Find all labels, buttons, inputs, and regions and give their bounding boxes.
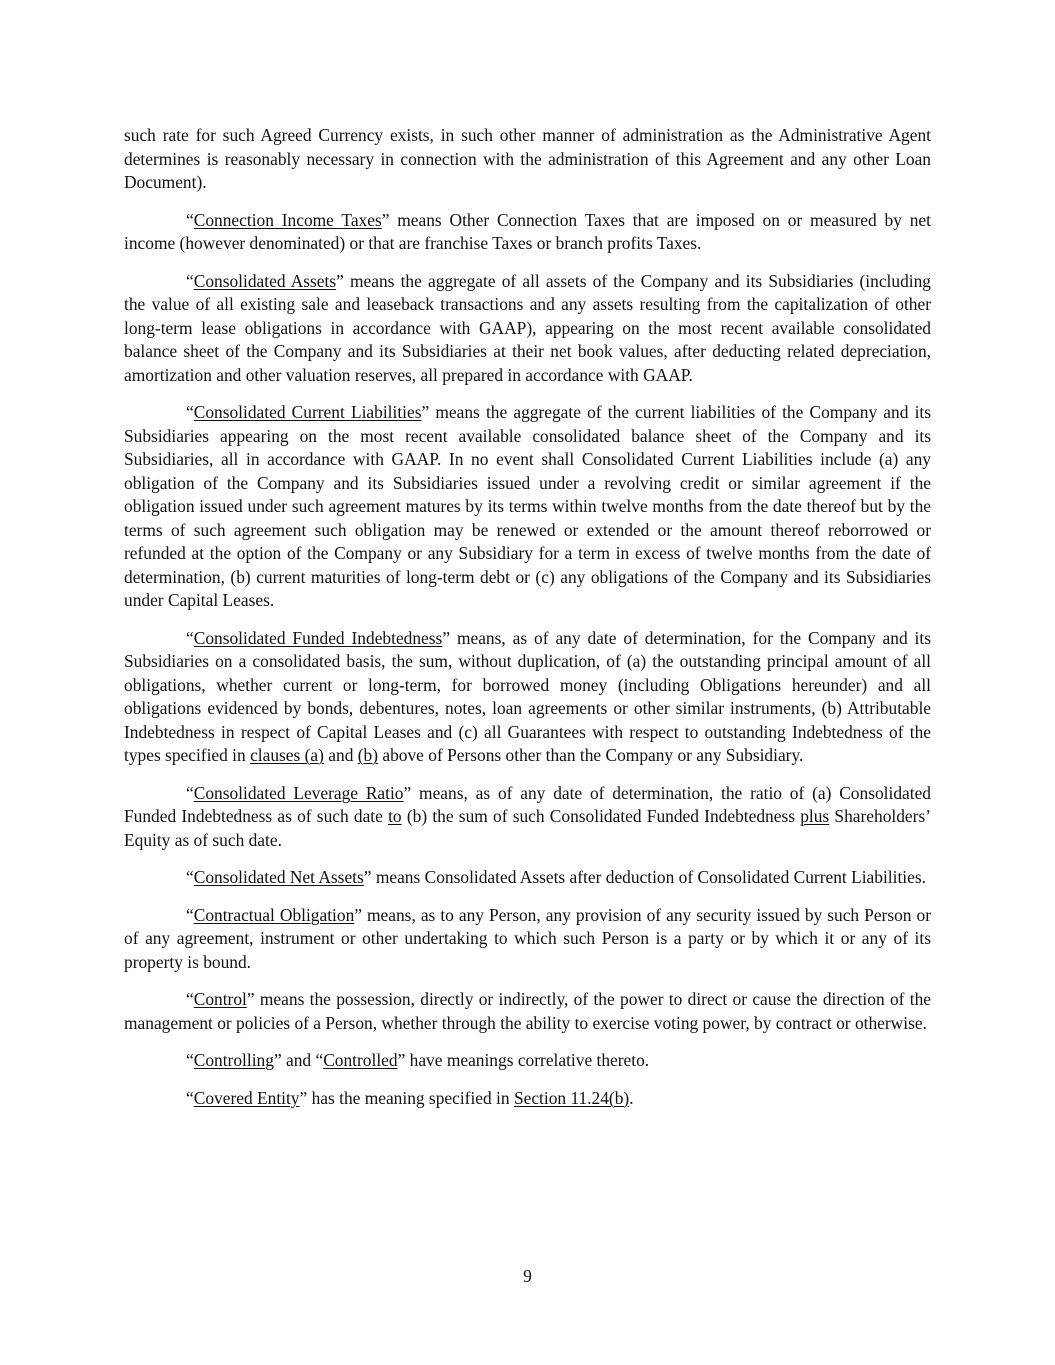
defined-term: Consolidated Leverage Ratio — [193, 782, 404, 803]
defined-term: Consolidated Funded Indebtedness — [193, 627, 443, 648]
paragraph — [124, 1049, 931, 1073]
defined-term: Consolidated Assets — [193, 270, 337, 291]
paragraph-text: “ — [186, 867, 194, 887]
paragraph-text: ” means the aggregate of the current liabilities of the Company and its Subsidiaries appearing on the most recent available consolidated balance sheet of the Company and its Subsidiaries, all in accordance with GAAP. In no event shall Consolidated Current Liabilities include (a) any obligation of the Company and its Subsidiaries issued under a revolving credit or similar agreement if the obligation issued under such agreement matures by its terms within twelve months from the date thereof but by the terms of such agreement such obligation may be renewed or extended or the amount thereof reborrowed or refunded at the option of the Company or any Subsidiary for a term in excess of twelve months from the date of determination, (b) current maturities of long-term debt or (c) any obligations of the Company and its Subsidiaries under Capital Leases. — [124, 402, 932, 610]
paragraph-text: “ — [186, 782, 194, 803]
defined-term: Controlled — [323, 1050, 398, 1070]
defined-term: plus — [800, 806, 830, 826]
paragraph-text: . — [629, 1087, 634, 1108]
paragraph-text: ” have meanings correlative thereto. — [397, 1050, 650, 1070]
paragraph-text: “ — [186, 270, 194, 291]
paragraph — [124, 627, 931, 768]
paragraph — [124, 988, 931, 1035]
paragraph — [124, 270, 931, 388]
paragraph-text: such rate for such Agreed Currency exists, in such other manner of administration as the Administrative Agent determines is reasonably necessary in connection with the administration of this Agreement and any other Loan Document). — [124, 125, 931, 192]
paragraph-text: “ — [186, 904, 194, 925]
paragraph — [124, 401, 931, 613]
paragraph-text: (b) the sum of such Consolidated Funded Indebtedness — [401, 806, 801, 826]
paragraph-text: “ — [186, 402, 194, 422]
paragraph-text: ” means the possession, directly or indirectly, of the power to direct or cause the direction of the management or policies of a Person, whether through the ability to exercise voting power, by contract or otherwise. — [124, 989, 931, 1033]
defined-term: Covered Entity — [193, 1087, 300, 1108]
paragraph-text: Shareholders’ Equity as of such date. — [124, 806, 932, 850]
paragraph — [124, 1087, 931, 1111]
defined-term: Connection Income Taxes — [193, 209, 382, 230]
paragraph-text: “ — [186, 1087, 194, 1108]
paragraph-text: ” has the meaning specified in — [299, 1087, 514, 1108]
defined-term: Consolidated Net Assets — [193, 867, 364, 887]
paragraph-text: ” means the aggregate of all assets of the Company and its Subsidiaries (including the value of all existing sale and leaseback transactions and any assets resulting from the capitalization of other long-term lease obligations in accordance with GAAP), appearing on the most recent available consolidated balance sheet of the Company and its Subsidiaries at their net book values, after deducting related depreciation, amortization and other valuation reserves, all prepared in accordance with GAAP. — [124, 270, 931, 385]
defined-term: (b) — [357, 745, 379, 765]
defined-term: Consolidated Current Liabilities — [193, 402, 422, 422]
paragraph-text: ” and “ — [273, 1050, 324, 1070]
paragraph-text: above of Persons other than the Company or any Subsidiary. — [378, 745, 804, 765]
document-body — [124, 124, 931, 1124]
paragraph — [124, 782, 931, 853]
paragraph-text: ” means, as to any Person, any provision of any security issued by such Person or of any agreement, instrument or other undertaking to which such Person is a party or by which it or any of its property is bound. — [124, 904, 931, 972]
defined-term: Section 11.24(b) — [513, 1087, 630, 1108]
paragraph-text: and — [323, 745, 358, 765]
page-number: 9 — [523, 1266, 532, 1286]
paragraph-text: “ — [186, 989, 194, 1009]
defined-term: clauses (a) — [250, 745, 324, 765]
paragraph — [124, 866, 931, 890]
defined-term: Control — [193, 989, 247, 1009]
paragraph-text: ” means Consolidated Assets after deduction of Consolidated Current Liabilities. — [363, 867, 926, 887]
paragraph-text: ” means, as of any date of determination, for the Company and its Subsidiaries on a consolidated basis, the sum, without duplication, of (a) the outstanding principal amount of all obligations, whether current or long-term, for borrowed money (including Obligations hereunder) and all obligations evidenced by bonds, debentures, notes, loan agreements or other similar instruments, (b) Attributable Indebtedness in respect of Capital Leases and (c) all Guarantees with respect to outstanding Indebtedness of the types specified in — [124, 627, 931, 765]
paragraph-text: “ — [186, 627, 194, 648]
paragraph — [124, 124, 931, 195]
defined-term: Contractual Obligation — [193, 904, 355, 925]
paragraph — [124, 904, 931, 975]
paragraph-text: “ — [186, 209, 194, 230]
paragraph-text: ” means Other Connection Taxes that are imposed on or measured by net income (however denominated) or that are franchise Taxes or branch profits Taxes. — [124, 209, 931, 253]
paragraph — [124, 209, 931, 256]
defined-term: Controlling — [193, 1050, 274, 1070]
paragraph-text: ” means, as of any date of determination, the ratio of (a) Consolidated Funded Indebtedness as of such date — [124, 782, 931, 826]
paragraph-text: “ — [186, 1050, 194, 1070]
defined-term: to — [388, 806, 402, 826]
